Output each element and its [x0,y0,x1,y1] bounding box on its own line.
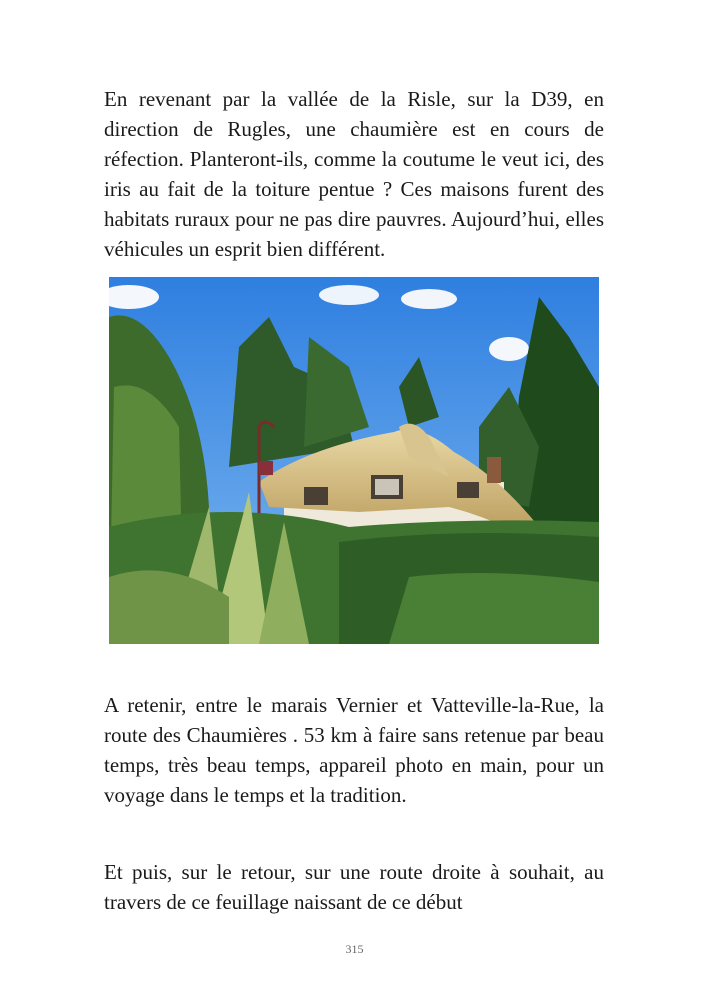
paragraph-route-chaumieres: A retenir, entre le marais Vernier et Vatteville-la-Rue, la route des Chaumières . 53 km à faire sans retenue par beau temps, très beau temps, appareil photo en main, pour un voyage dans le temps et la tradition. [104,693,604,807]
thatched-cottage-photo [109,277,599,644]
paragraph-chaumiere-risle: En revenant par la vallée de la Risle, sur la D39, en direction de Rugles, une chaumière est en cours de réfection. Planteront-ils, comme la coutume le veut ici, des iris au fait de la toiture pentue ? Ces maisons furent des habitats ruraux pour ne pas dire pauvres. Aujourd’hui, elles véhicules un esprit bien différent. [104,87,604,261]
page-number: 315 [345,942,364,956]
paragraph-retour: Et puis, sur le retour, sur une route droite à souhait, au travers de ce feuillage naissant de ce début [104,860,604,914]
